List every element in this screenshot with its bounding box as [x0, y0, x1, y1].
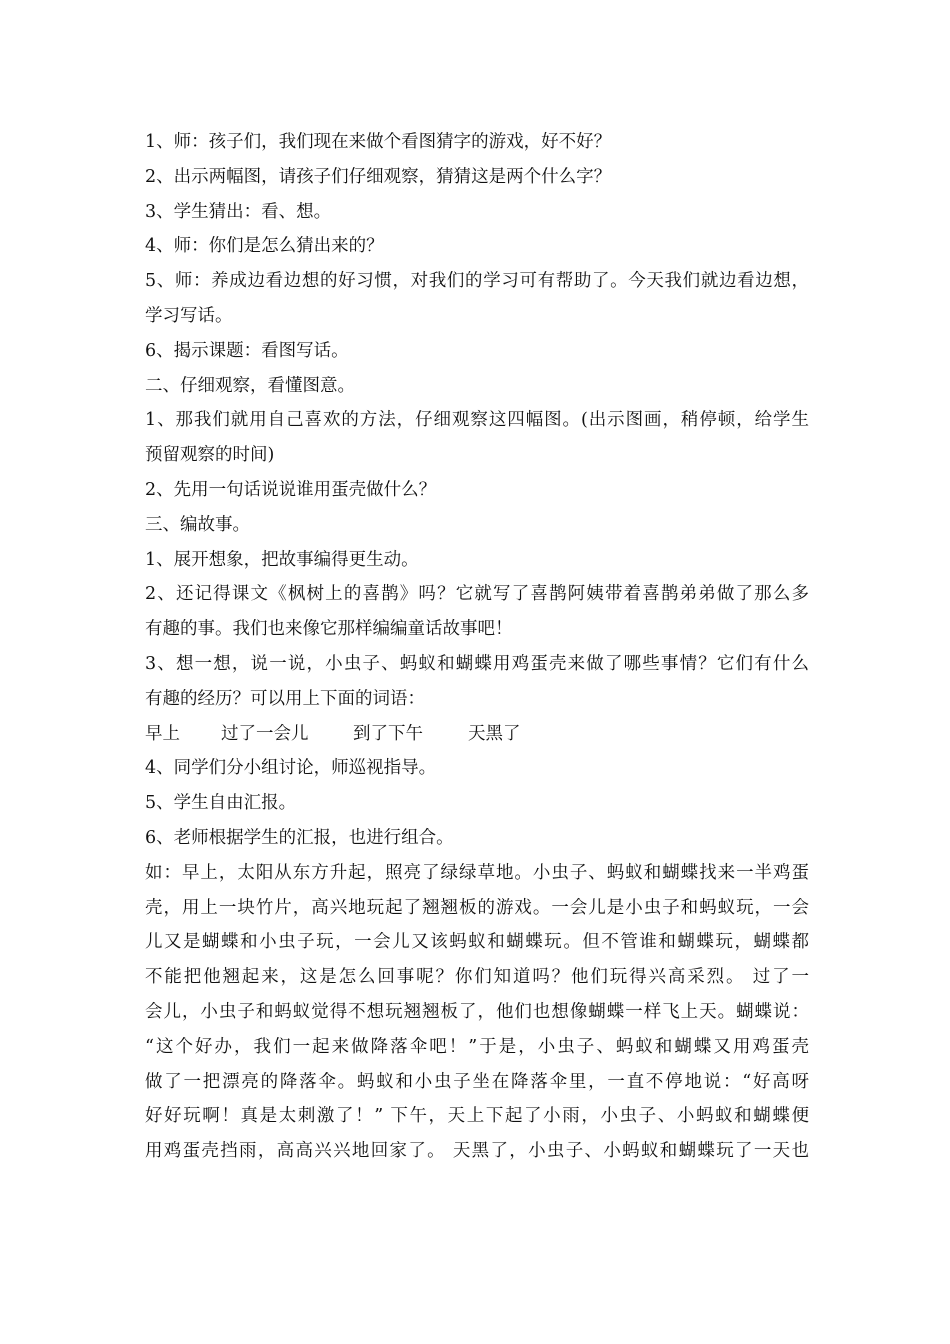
- word-item: 早上: [145, 723, 180, 744]
- text-line-3: 3、学生猜出：看、想。: [145, 201, 332, 222]
- story-line-2: 壳，用上一块竹片，高兴地玩起了翘翘板的游戏。一会儿是小虫子和蚂蚁玩，一会: [145, 897, 809, 918]
- word-item: 天黑了: [468, 723, 521, 744]
- word-item: 过了一会儿: [221, 723, 309, 744]
- text-line-21: 6、老师根据学生的汇报，也进行组合。: [145, 827, 454, 848]
- text-line-17: 有趣的经历？可以用上下面的词语：: [145, 688, 425, 709]
- story-line-3: 儿又是蝴蝶和小虫子玩，一会儿又该蚂蚁和蝴蝶玩。但不管谁和蝴蝶玩，蝴蝶都: [145, 932, 809, 953]
- story-line-5: 会儿，小虫子和蚂蚁觉得不想玩翘翘板了，他们也想像蝴蝶一样飞上天。蝴蝶说：: [145, 1001, 809, 1022]
- text-line-9: 1、那我们就用自己喜欢的方法，仔细观察这四幅图。(出示图画，稍停顿，给学生: [145, 410, 809, 431]
- text-line-16: 3、想一想，说一说，小虫子、蚂蚁和蝴蝶用鸡蛋壳来做了哪些事情？它们有什么: [145, 653, 809, 674]
- story-line-6: “这个好办，我们一起来做降落伞吧！”于是，小虫子、蚂蚁和蝴蝶又用鸡蛋壳: [145, 1036, 809, 1057]
- text-line-13: 1、展开想象，把故事编得更生动。: [145, 549, 419, 570]
- section-heading-3: 三、编故事。: [145, 514, 250, 535]
- document-body: [145, 125, 809, 1169]
- text-line-15: 有趣的事。我们也来像它那样编编童话故事吧！: [145, 619, 513, 640]
- word-item: 到了下午: [353, 723, 423, 744]
- story-line-8: 好好玩啊！真是太刺激了！” 下午，天上下起了小雨，小虫子、小蚂蚁和蝴蝶便: [145, 1106, 809, 1127]
- text-line-11: 2、先用一句话说说谁用蛋壳做什么？: [145, 479, 437, 500]
- story-line-4: 不能把他翘起来，这是怎么回事呢？你们知道吗？他们玩得兴高采烈。 过了一: [145, 967, 809, 988]
- text-line-6: 学习写话。: [145, 305, 233, 326]
- text-line-2: 2、出示两幅图，请孩子们仔细观察，猜猜这是两个什么字？: [145, 166, 612, 187]
- text-line-5: 5、师：养成边看边想的好习惯，对我们的学习可有帮助了。今天我们就边看边想，: [145, 271, 809, 292]
- text-line-10: 预留观察的时间): [145, 445, 275, 466]
- story-line-9: 用鸡蛋壳挡雨，高高兴兴地回家了。 天黑了，小虫子、小蚂蚁和蝴蝶玩了一天也: [145, 1141, 809, 1162]
- text-line-20: 5、学生自由汇报。: [145, 793, 297, 814]
- section-heading-2: 二、仔细观察，看懂图意。: [145, 375, 355, 396]
- text-line-19: 4、同学们分小组讨论，师巡视指导。: [145, 758, 437, 779]
- text-line-7: 6、揭示课题：看图写话。: [145, 340, 349, 361]
- text-line-14: 2、还记得课文《枫树上的喜鹊》吗？它就写了喜鹊阿姨带着喜鹊弟弟做了那么多: [145, 584, 809, 605]
- text-line-1: 1、师：孩子们，我们现在来做个看图猜字的游戏，好不好？: [145, 132, 612, 152]
- word-list: [145, 717, 809, 752]
- story-line-7: 做了一把漂亮的降落伞。蚂蚁和小虫子坐在降落伞里，一直不停地说：“好高呀: [145, 1071, 809, 1092]
- story-line-1: 如：早上，太阳从东方升起，照亮了绿绿草地。小虫子、蚂蚁和蝴蝶找来一半鸡蛋: [145, 862, 809, 883]
- text-line-4: 4、师：你们是怎么猜出来的？: [145, 236, 384, 257]
